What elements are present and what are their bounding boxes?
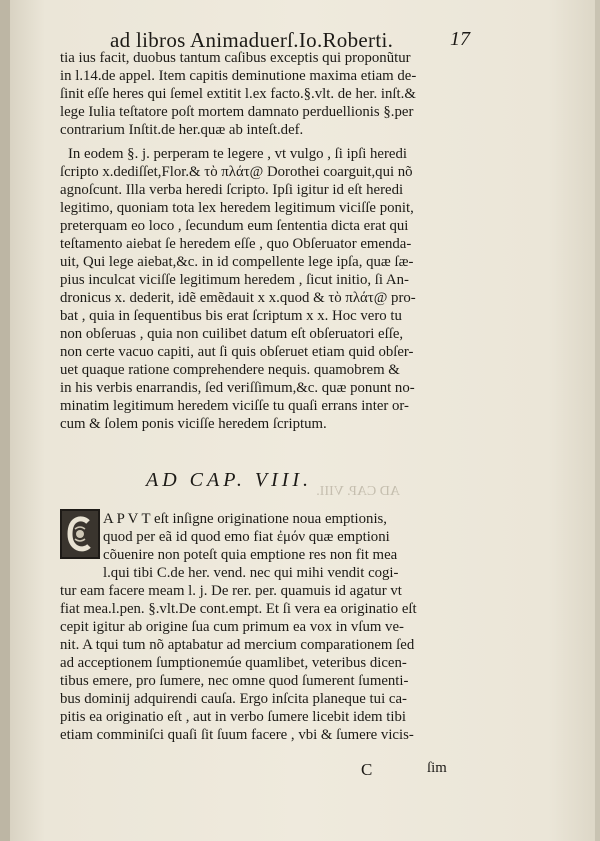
- text-line: cepit igitur ab origine ſua cum primum ea vox in vſum ve-: [60, 619, 404, 635]
- text-line: quod per eã id quod emo fiat ἐμόν quæ emptioni: [103, 529, 390, 545]
- text-line: minatim legitimum heredem viciſſe tu quaſi errans inter or-: [60, 398, 409, 414]
- text-line: lege Iulia teſtatore poſt mortem damnato perduellionis §.per: [60, 104, 414, 120]
- ornamental-initial-icon: [64, 513, 96, 555]
- text-line: agnoſcunt. Illa verba heredi ſcripto. Ipſi igitur id eſt heredi: [60, 182, 404, 198]
- text-line: uet quaque ratione comprehendere nequis. quamobrem &: [60, 362, 400, 378]
- text-line: ſcripto x.dediſſet,Flor.& τὸ πλάτ@ Dorothei coarguit,qui nõ: [60, 164, 413, 180]
- text-line: bus dominij adquirendi cauſa. Ergo inſcita planeque tui ca-: [60, 691, 407, 707]
- text-line: non obſeruas , quia non cuilibet datum eſt obſeruatori eſſe,: [60, 326, 404, 342]
- text-line: cõuenire non poteſt quia emptione res non fit mea: [103, 547, 398, 563]
- text-line: In eodem §. j. perperam te legere , vt vulgo , ſi ipſi heredi: [68, 146, 407, 162]
- show-through-text: AD CAP. VIII.: [316, 484, 400, 499]
- page-edge-shadow: [0, 0, 10, 841]
- text-line: nit. A tqui tum nõ aptabatur ad mercium comparationem ſed: [60, 637, 415, 653]
- text-line: non certe vacuo capiti, aut ſi quis obſeruet etiam quid obſer-: [60, 344, 414, 360]
- text-line: A P V T eſt inſigne originatione noua emptionis,: [103, 511, 388, 527]
- text-line: preterquam eo loco , ſecundum eum ſententia dicta erat qui: [60, 218, 409, 234]
- text-line: tibus emere, pro ſumere, nec omne quod ſumerent ſumenti-: [60, 673, 409, 689]
- folio-number: 17: [450, 28, 470, 50]
- text-line: ad acceptionem ſumptionemúe quamlibet, veteribus dicen-: [60, 655, 407, 671]
- text-line: pitis ea originatio eſt , aut in verbo ſumere licebit idem tibi: [60, 709, 406, 725]
- text-line: uit, Qui lege aiebat,&c. in id compellente lege ipſa, quæ ſæ-: [60, 254, 414, 270]
- text-line: tia ius facit, duobus tantum caſibus exceptis qui proponũtur: [60, 50, 411, 66]
- text-line: pius inculcat viciſſe legitimum heredem , ſicut initio, ſi An-: [60, 272, 409, 288]
- text-line: ſinit eſſe heres qui ſemel extitit l.ex facto.§.vlt. de her. inſt.&: [60, 86, 416, 102]
- text-line: l.qui tibi C.de her. vend. nec qui mihi vendit cogi-: [103, 565, 399, 581]
- catchword: ſim: [427, 760, 447, 776]
- text-line: legitimo, quoniam tota lex heredem legitimum viciſſe ponit,: [60, 200, 414, 216]
- text-line: dronicus x. dederit, idẽ emẽdauit x x.quod & τὸ πλάτ@ pro-: [60, 290, 416, 306]
- signature-mark: C: [361, 760, 373, 779]
- section-heading: AD CAP. VIII.: [146, 469, 313, 491]
- text-line: contrarium Inſtit.de her.quæ ab inteſt.def.: [60, 122, 304, 138]
- text-line: etiam comminiſci quaſi ſit ſuum facere , vbi & ſumere vicis-: [60, 727, 414, 743]
- text-line: fiat mea.l.pen. §.vlt.De cont.empt. Et ſi vera ea originatio eſt: [60, 601, 417, 617]
- text-line: in l.14.de appel. Item capitis deminutione maxima etiam de-: [60, 68, 417, 84]
- decorated-initial-c: [60, 509, 100, 559]
- text-line: bat , quia in ſequentibus bis erat ſcriptum x x. Hoc vero tu: [60, 308, 402, 324]
- running-title: ad libros Animaduerſ.Io.Roberti.: [110, 28, 394, 52]
- text-line: in his verbis enarrandis, ſed veriſſimum,&c. quæ ponunt no-: [60, 380, 415, 396]
- text-line: teſtamento aiebat ſe heredem eſſe , quo Obſeruator emenda-: [60, 236, 412, 252]
- text-line: cum & ſolem ponis viciſſe heredem ſcriptum.: [60, 416, 327, 432]
- text-line: tur eam facere meam l. j. De rer. per. quamuis id agatur vt: [60, 583, 402, 599]
